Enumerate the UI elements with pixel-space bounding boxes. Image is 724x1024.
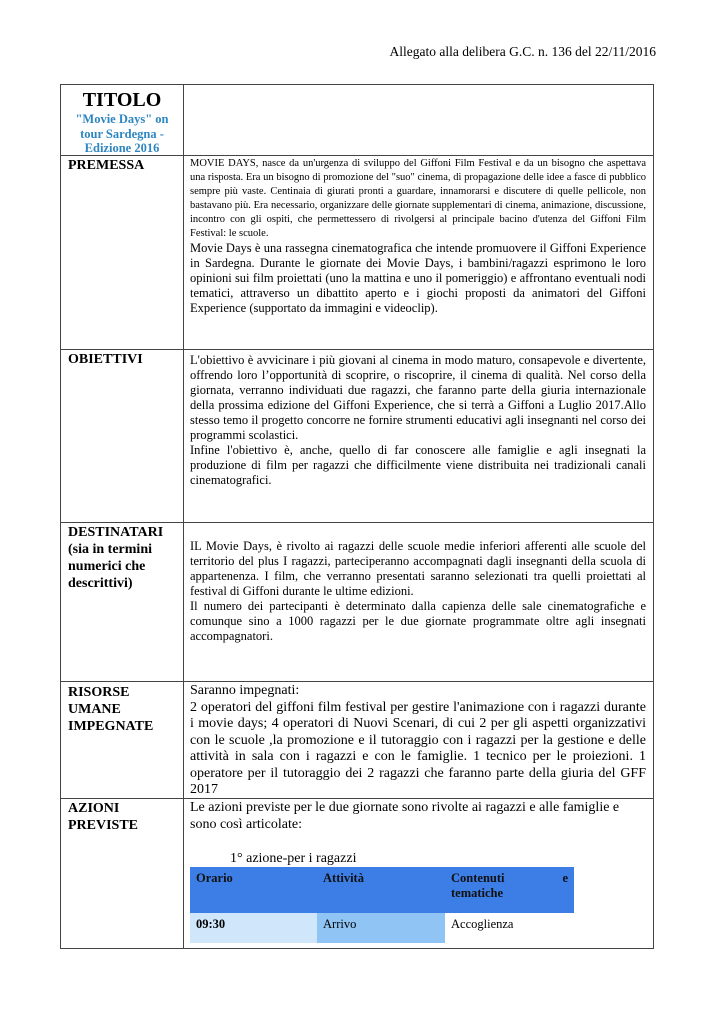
title-cell — [61, 85, 184, 155]
header-tematiche-word: tematiche — [451, 886, 504, 900]
row-risorse — [61, 682, 653, 799]
cell-orario: 09:30 — [190, 913, 317, 943]
row-destinatari — [61, 523, 653, 682]
obiettivi-label: OBIETTIVI — [61, 350, 184, 522]
header-contenuti — [445, 867, 574, 913]
obiettivi-para-2: Infine l'obiettivo è, anche, quello di far conoscere alle famiglie e agli insegnati la produzione di film per ragazzi che difficilmente viene distribuita nei tradizionali canali cinematografici. — [190, 443, 646, 487]
row-obiettivi — [61, 350, 653, 523]
table-row — [190, 913, 574, 943]
schedule-table — [190, 867, 574, 943]
destinatari-label: DESTINATARI (sia in termini numerici che descrittivi) — [61, 523, 184, 681]
document-table — [60, 84, 654, 949]
azioni-intro: Le azioni previste per le due giornate sono rivolte ai ragazzi e alle famiglie e sono così articolate: — [190, 800, 620, 832]
cell-attivita: Arrivo — [317, 913, 445, 943]
premessa-content — [184, 156, 653, 349]
header-attivita: Attività — [317, 867, 445, 913]
cell-contenuti: Accoglienza — [445, 913, 574, 943]
risorse-para-2: 2 operatori del giffoni film festival per gestire l'animazione con i ragazzi durante i movie days; 4 operatori di Nuovi Scenari, di cui 2 per gli aspetti organizzativi con le scuole ,la promozione e il tutoraggio con i ragazzi per la gestione e delle attività in sala con i ragazzi e con le famiglie. 1 tecnico per le proiezioni. 1 operatore per il tutoraggio dei 2 ragazzi che faranno parte della giuria del GFF 2017 — [190, 699, 646, 797]
azioni-label: AZIONI PREVISTE — [61, 799, 184, 948]
destinatari-para-2: Il numero dei partecipanti è determinato dalla capienza delle sale cinematografiche e comunque sino a 1000 ragazzi per le due giornate programmate oltre agli insegnati accompagnatori. — [190, 599, 646, 643]
title-subtitle: "Movie Days" on tour Sardegna - Edizione 2016 — [75, 112, 169, 155]
obiettivi-content — [184, 350, 653, 522]
schedule-header-row — [190, 867, 574, 913]
destinatari-para-1: IL Movie Days, è rivolto ai ragazzi delle scuole medie inferiori afferenti alle scuole del territorio del plus I ragazzi, parteciperanno accompagnati dagli insegnanti della scuola di appartenenza. I film, che verranno presentati saranno selezionati tra quelli proiettati al festival di Giffoni durante le ultime edizioni. — [190, 539, 646, 598]
title-empty-cell — [184, 85, 653, 155]
azioni-sub-heading: 1° azione-per i ragazzi — [230, 851, 357, 866]
premessa-label: PREMESSA — [61, 156, 184, 349]
title-label: TITOLO — [82, 89, 162, 111]
obiettivi-para-1: L'obiettivo è avvicinare i più giovani al cinema in modo maturo, consapevole e divertente, offrendo loro l’opportunità di scoprire, o riscoprire, il cinema di qualità. Nel corso della giornata, verranno individuati due ragazzi, che faranno parte della giuria internazionale della prossima edizione del Giffoni Experience, che si terrà a Giffoni a Luglio 2017.Allo stesso temo il progetto concorre ne fornire strumenti educativi agli insegnanti nel corso dei programmi scolastici. — [190, 353, 646, 442]
risorse-content — [184, 682, 653, 798]
premessa-para-normal: Movie Days è una rassegna cinematografica che intende promuovere il Giffoni Experience in Sardegna. Durante le giornate dei Movie Days, i bambini/ragazzi esprimono le loro opinioni sui film proiettati (uno la mattina e uno il pomeriggio) e affrontano eventuali nodi tematici, attraverso un dibattito aperto e i giochi proposti da animatori del Giffoni Experience (supportato da immagini e videoclip). — [190, 241, 646, 315]
risorse-label: RISORSE UMANE IMPEGNATE — [61, 682, 184, 798]
header-orario: Orario — [190, 867, 317, 913]
header-contenuti-word: Contenuti — [451, 871, 505, 885]
header-note: Allegato alla delibera G.C. n. 136 del 22/11/2016 — [389, 44, 656, 59]
row-titolo — [61, 85, 653, 156]
row-premessa — [61, 156, 653, 350]
header-e-word: e — [562, 871, 568, 885]
risorse-para-1: Saranno impegnati: — [190, 683, 300, 698]
azioni-content — [184, 799, 653, 948]
premessa-para-small: MOVIE DAYS, nasce da un'urgenza di sviluppo del Giffoni Film Festival e da un bisogno che aspettava una risposta. Era un bisogno di promozione del "suo" cinema, di propagazione delle idee a fasce di pubblico sempre più vaste. Centinaia di giurati pronti a guardare, innamorarsi e discutere di quelle pellicole, non bastavano più. Era necessario, organizzare delle giornate supplementari di cinema, animazione, discussione, incontro con gli ospiti, che permettessero di rivolgersi al principale bacino d'utenza del Giffoni Film Festival: le scuole. — [190, 158, 646, 239]
destinatari-content — [184, 523, 653, 681]
row-azioni — [61, 799, 653, 948]
